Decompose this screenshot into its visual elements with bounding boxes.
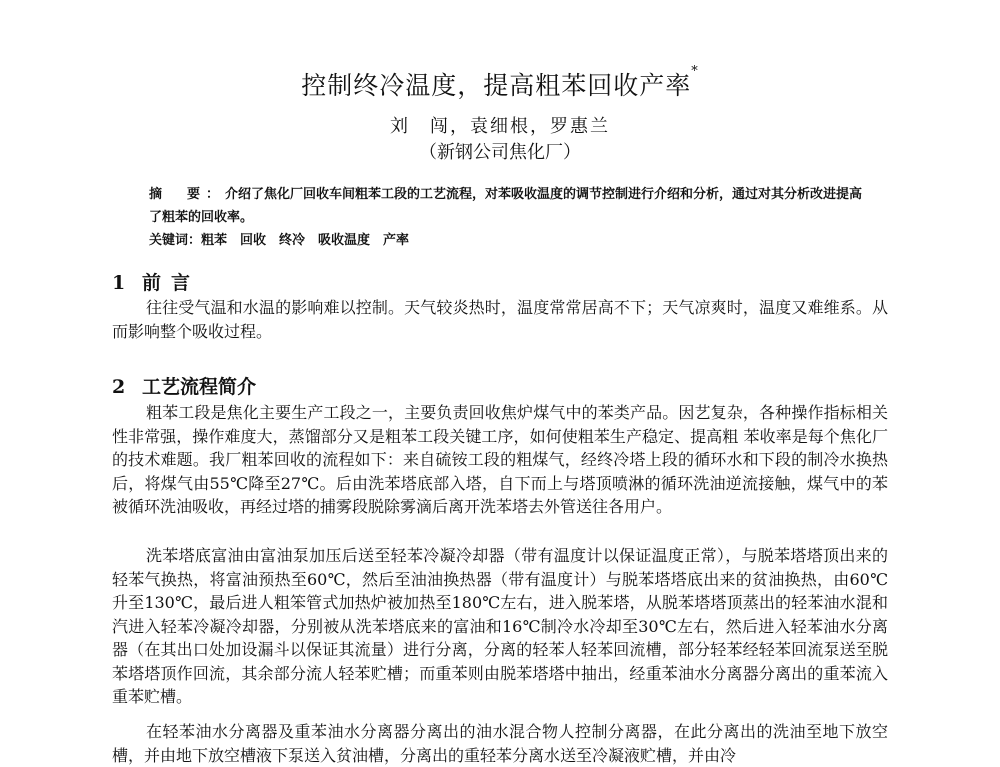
section-heading-2: [112, 372, 256, 399]
authors: 刘 闯，袁细根，罗惠兰: [390, 116, 610, 137]
section-heading-1: [112, 268, 200, 295]
paper-title: [0, 66, 1000, 102]
title-footnote-mark: *: [691, 64, 699, 79]
keywords-label: 关键词：: [149, 233, 202, 248]
abstract-label: 摘 要：: [149, 187, 226, 202]
abstract-block: [149, 183, 869, 252]
paragraph: 粗苯工段是焦化主要生产工段之一，主要负责回收焦炉煤气中的苯类产品。因艺复杂，各种操作指标相关性非常强，操作难度大，蒸馏部分又是粗苯工段关键工序，如何使粗苯生产稳定、提高粗 苯收率是每个焦化厂的技术难题。我厂粗苯回收的流程如下：来自硫铵工段的粗煤气，经终冷塔上段的循环水和下段的制冷水换热后，将煤气由55℃降至27℃。后由洗苯塔底部入塔，自下而上与塔顶喷淋的循环洗油逆流接触，煤气中的苯被循环洗油吸收，再经过塔的捕雾段脱除雾滴后离开洗苯塔去外管送往各用户。: [112, 403, 888, 516]
abstract: [149, 183, 869, 229]
abstract-text: 介绍了焦化厂回收车间粗苯工段的工艺流程，对苯吸收温度的调节控制进行介绍和分析，通过对其分析改进提高了粗苯的回收率。: [149, 187, 863, 225]
section-number: 1: [112, 272, 136, 294]
title-text: 控制终冷温度，提高粗苯回收产率: [301, 71, 692, 100]
section-title: 工艺流程简介: [142, 376, 257, 398]
affiliation: （新钢公司焦化厂）: [419, 142, 581, 163]
section-title: 前言: [142, 272, 201, 294]
paragraph: 往往受气温和水温的影响难以控制。天气较炎热时，温度常常居高不下；天气凉爽时，温度又难维系。从而影响整个吸收过程。: [112, 298, 888, 341]
section-number: 2: [112, 376, 126, 398]
paragraph: 在轻苯油水分离器及重苯油水分离器分离出的油水混合物人控制分离器，在此分离出的洗油至地下放空槽，并由地下放空槽液下泵送入贫油槽，分离出的重轻苯分离水送至冷凝液贮槽，并由冷: [112, 722, 888, 765]
paragraph: 洗苯塔底富油由富油泵加压后送至轻苯冷凝冷却器（带有温度计以保证温度正常），与脱苯塔塔顶出来的轻苯气换热，将富油预热至60℃，然后至油油换热器（带有温度计）与脱苯塔塔底出来的贫油换热，由60℃升至130℃，最后进人粗笨管式加热炉被加热至180℃左右，进入脱苯塔，从脱苯塔塔顶蒸出的轻苯油水混和汽进入轻苯冷凝冷却器，分别被从洗苯塔底来的富油和16℃制冷水冷却至30℃左右，然后进入轻苯油水分离器（在其出口处加设漏斗以保证其流量）进行分离，分离的轻苯人轻苯回流槽，部分轻苯经轻苯回流泵送至脱苯塔塔顶作回流，其余部分流人轻苯贮槽；而重苯则由脱苯塔塔中抽出，经重苯油水分离器分离出的重苯流入重苯贮槽。: [112, 546, 888, 706]
keywords-text: 粗苯 回收 终冷 吸收温度 产率: [201, 233, 410, 248]
keywords: [149, 229, 869, 252]
